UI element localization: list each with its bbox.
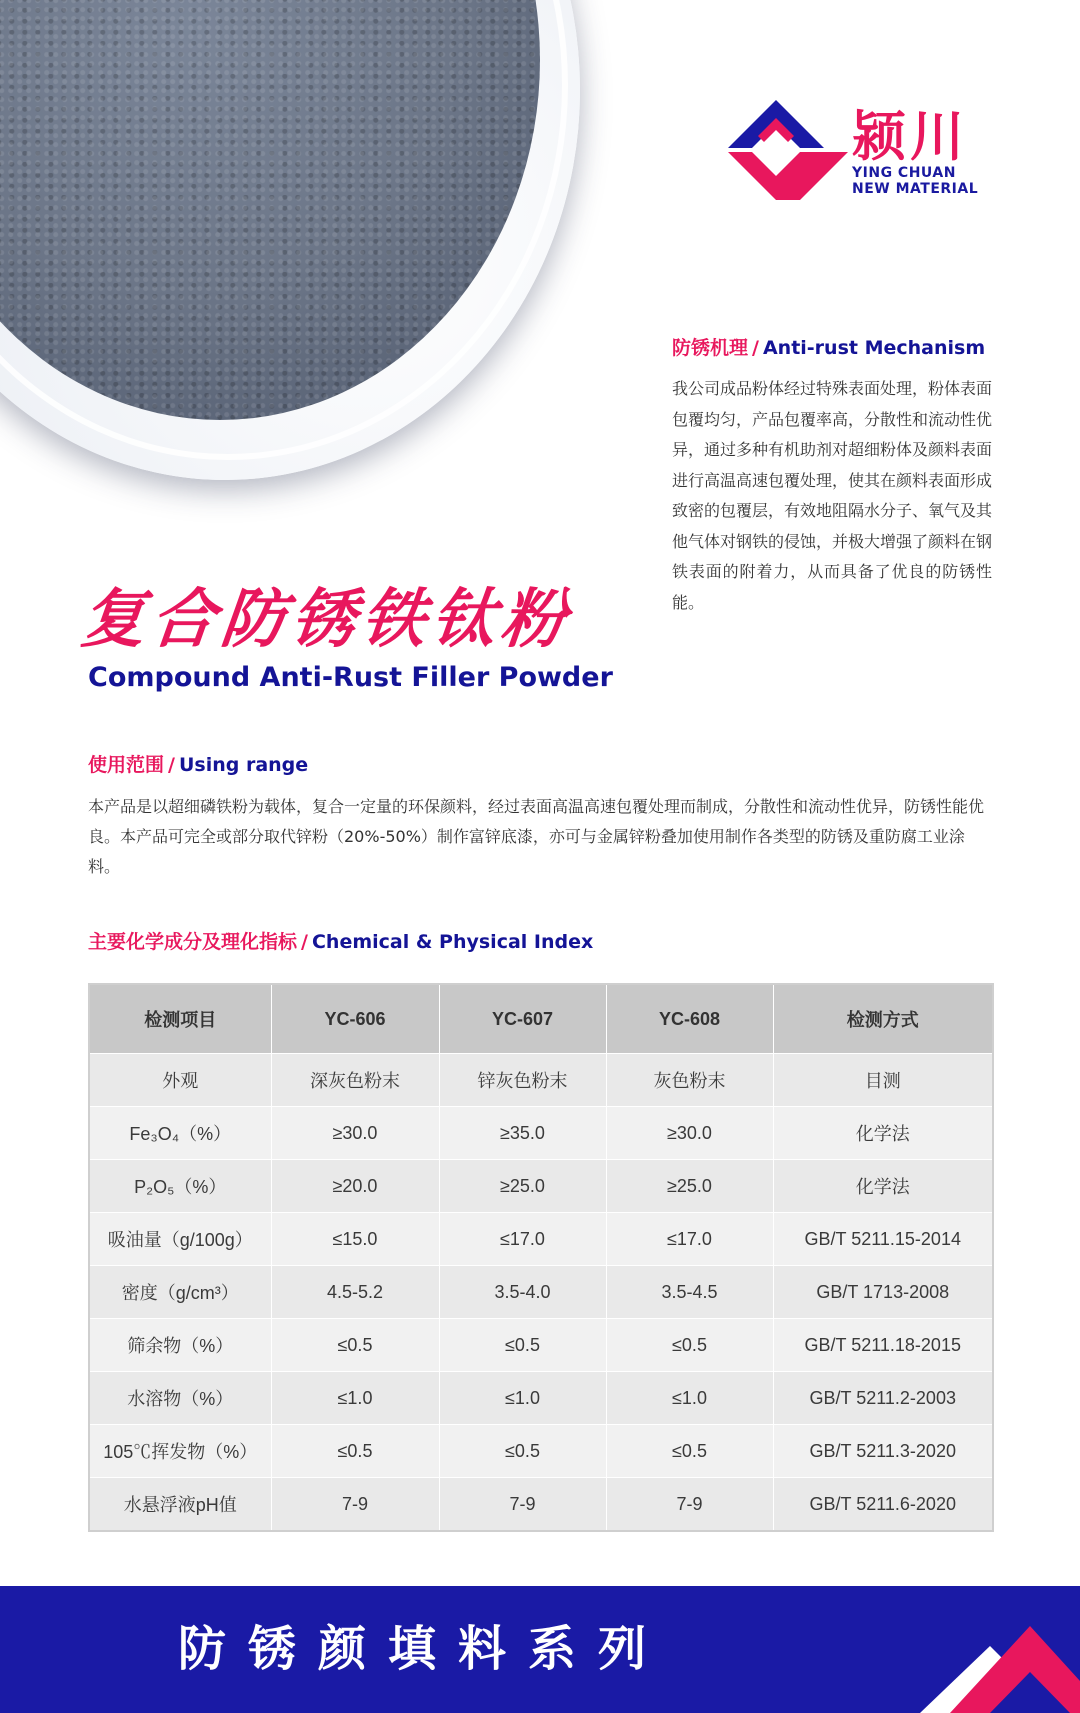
table-cell: 密度（g/cm³） — [89, 1266, 271, 1319]
index-heading-en: Chemical & Physical Index — [311, 931, 594, 953]
table-cell: ≤1.0 — [271, 1372, 439, 1425]
table-cell: GB/T 5211.2-2003 — [773, 1372, 993, 1425]
mechanism-heading — [672, 333, 985, 360]
table-cell: ≤17.0 — [606, 1213, 773, 1266]
table-cell: 目测 — [773, 1054, 993, 1107]
table-row — [89, 1107, 993, 1160]
table-cell: ≤1.0 — [606, 1372, 773, 1425]
table-header-cell: 检测项目 — [89, 984, 271, 1054]
table-row — [89, 1372, 993, 1425]
table-cell: ≤0.5 — [271, 1319, 439, 1372]
heading-separator: / — [168, 754, 175, 776]
table-cell: ≥35.0 — [439, 1107, 606, 1160]
table-cell: GB/T 5211.15-2014 — [773, 1213, 993, 1266]
table-cell: 3.5-4.0 — [439, 1266, 606, 1319]
table-cell: ≥20.0 — [271, 1160, 439, 1213]
table-cell: GB/T 5211.18-2015 — [773, 1319, 993, 1372]
table-cell: ≤17.0 — [439, 1213, 606, 1266]
table-cell: P₂O₅（%） — [89, 1160, 271, 1213]
brand-name-en-line2: NEW MATERIAL — [852, 181, 979, 197]
table-cell: ≤15.0 — [271, 1213, 439, 1266]
table-cell: 吸油量（g/100g） — [89, 1213, 271, 1266]
using-range-heading — [88, 750, 308, 777]
table-cell: 化学法 — [773, 1160, 993, 1213]
using-range-heading-cn: 使用范围 — [88, 754, 165, 776]
product-name-cn: 复合防锈铁钛粉 — [77, 582, 576, 657]
mechanism-heading-cn: 防锈机理 — [672, 337, 749, 359]
table-cell: 105℃挥发物（%） — [89, 1425, 271, 1478]
table-header-cell: 检测方式 — [773, 984, 993, 1054]
mechanism-heading-en: Anti-rust Mechanism — [762, 337, 986, 359]
table-cell: GB/T 1713-2008 — [773, 1266, 993, 1319]
brand-name-en-line1: YING CHUAN — [852, 165, 956, 181]
footer-banner-text: 防锈颜填料系列 — [178, 1621, 669, 1677]
table-cell: ≤1.0 — [439, 1372, 606, 1425]
using-range-heading-en: Using range — [178, 754, 309, 776]
table-row — [89, 1054, 993, 1107]
table-header-cell: YC-608 — [606, 984, 773, 1054]
table-cell: 7-9 — [439, 1478, 606, 1532]
brand-name-cn: 颍川 — [852, 105, 968, 168]
table-cell: ≥30.0 — [606, 1107, 773, 1160]
brand-logo-icon — [728, 100, 848, 200]
table-header-cell: YC-606 — [271, 984, 439, 1054]
table-row — [89, 1266, 993, 1319]
table-cell: ≤0.5 — [606, 1319, 773, 1372]
table-cell: 3.5-4.5 — [606, 1266, 773, 1319]
product-name-en: Compound Anti-Rust Filler Powder — [88, 662, 613, 693]
footer-logo-decoration-icon — [880, 1586, 1080, 1713]
table-cell: 锌灰色粉末 — [439, 1054, 606, 1107]
heading-separator: / — [301, 931, 308, 953]
table-cell: ≥30.0 — [271, 1107, 439, 1160]
index-heading — [88, 927, 593, 954]
table-cell: GB/T 5211.6-2020 — [773, 1478, 993, 1532]
table-row — [89, 1425, 993, 1478]
table-cell: 化学法 — [773, 1107, 993, 1160]
table-row — [89, 1319, 993, 1372]
table-cell: ≤0.5 — [271, 1425, 439, 1478]
mechanism-body: 我公司成品粉体经过特殊表面处理，粉体表面包覆均匀，产品包覆率高，分散性和流动性优异，通过多种有机助剂对超细粉体及颜料表面进行高温高速包覆处理，使其在颜料表面形成致密的包覆层，有效地阻隔水分子、氧气及其他气体对钢铁的侵蚀，并极大增强了颜料在钢铁表面的附着力，从而具备了优良的防锈性能。 — [672, 379, 993, 612]
table-row — [89, 1213, 993, 1266]
table-cell: GB/T 5211.3-2020 — [773, 1425, 993, 1478]
table-cell: ≤0.5 — [439, 1319, 606, 1372]
table-cell: 深灰色粉末 — [271, 1054, 439, 1107]
table-cell: 外观 — [89, 1054, 271, 1107]
table-header-cell: YC-607 — [439, 984, 606, 1054]
index-heading-cn: 主要化学成分及理化指标 — [88, 931, 298, 953]
table-row — [89, 1478, 993, 1532]
table-cell: Fe₃O₄（%） — [89, 1107, 271, 1160]
table-cell: ≥25.0 — [606, 1160, 773, 1213]
table-cell: 灰色粉末 — [606, 1054, 773, 1107]
table-cell: 水悬浮液pH值 — [89, 1478, 271, 1532]
table-cell: 7-9 — [271, 1478, 439, 1532]
table-cell: ≤0.5 — [606, 1425, 773, 1478]
table-cell: 水溶物（%） — [89, 1372, 271, 1425]
index-table — [88, 983, 994, 1532]
table-cell: ≤0.5 — [439, 1425, 606, 1478]
product-photo-rim — [0, 0, 568, 460]
table-header-row — [89, 984, 993, 1054]
heading-separator: / — [752, 337, 759, 359]
table-cell: 筛余物（%） — [89, 1319, 271, 1372]
table-cell: 7-9 — [606, 1478, 773, 1532]
table-cell: 4.5-5.2 — [271, 1266, 439, 1319]
table-cell: ≥25.0 — [439, 1160, 606, 1213]
using-range-body: 本产品是以超细磷铁粉为载体，复合一定量的环保颜料，经过表面高温高速包覆处理而制成，分散性和流动性优异，防锈性能优良。本产品可完全或部分取代锌粉（20%-50%）制作富锌底漆，亦可与金属锌粉叠加使用制作各类型的防锈及重防腐工业涂料。 — [88, 797, 985, 876]
table-row — [89, 1160, 993, 1213]
